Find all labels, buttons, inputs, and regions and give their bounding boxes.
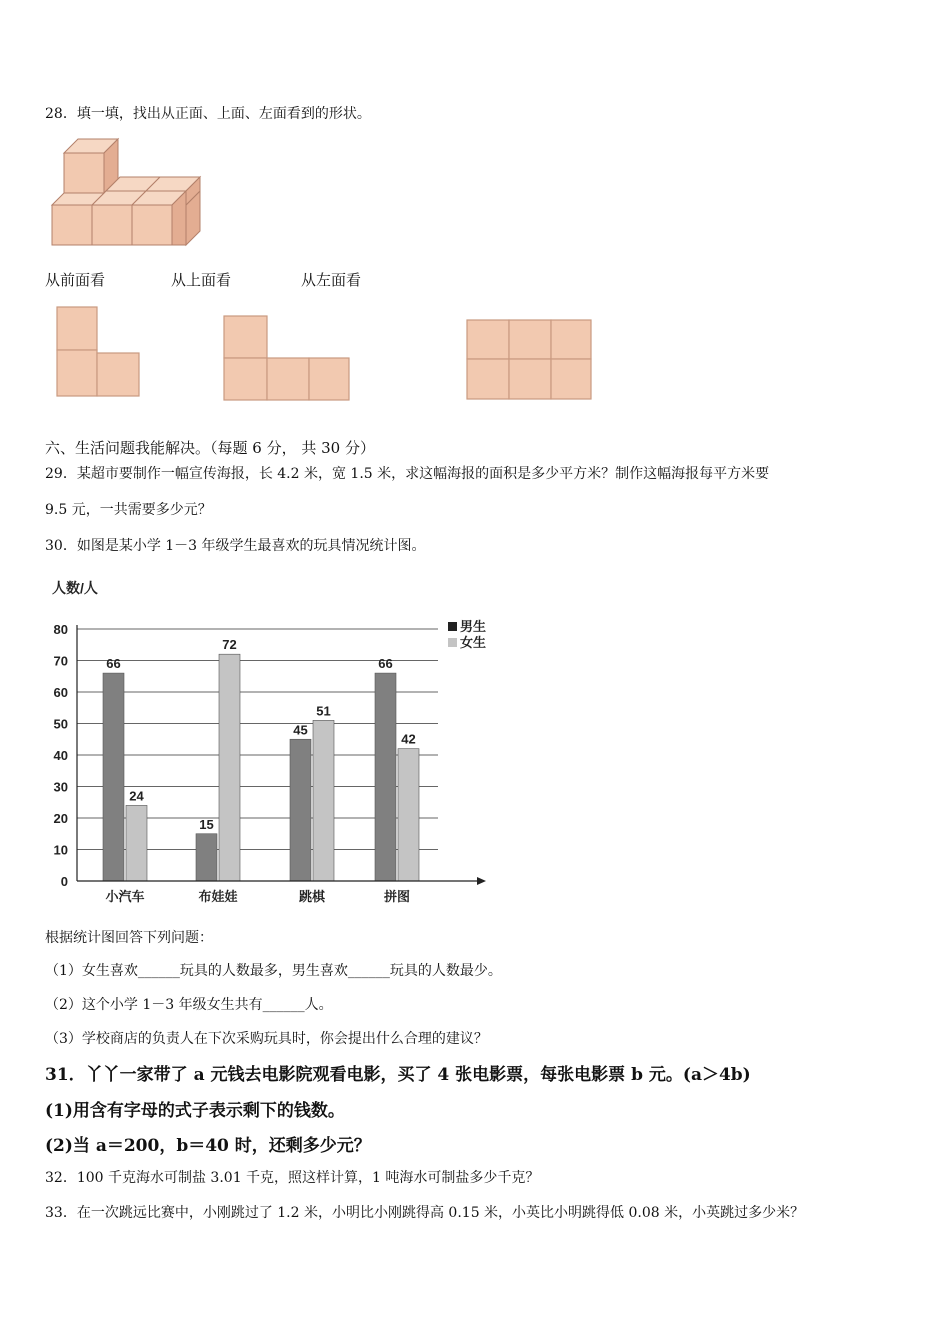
x-tick-label: 拼图	[383, 889, 411, 904]
q30-sub-2: （2）这个小学 1－3 年级女生共有______人。	[45, 997, 333, 1013]
view-label-left: 从左面看	[301, 271, 362, 289]
legend-label-girls: 女生	[460, 635, 487, 650]
toy-preference-chart	[40, 572, 500, 912]
q31-line-2: (1)用含有字母的式子表示剩下的钱数。	[45, 1101, 345, 1121]
bar-girls	[219, 654, 240, 881]
y-tick-label: 80	[53, 622, 68, 637]
bar-data-label: 24	[129, 788, 144, 804]
bar-boys	[375, 673, 396, 881]
bar-data-label: 42	[401, 731, 416, 747]
q32-text: 32．100 千克海水可制盐 3.01 千克，照这样计算，1 吨海水可制盐多少千克？	[45, 1170, 540, 1186]
y-tick-label: 70	[53, 653, 68, 669]
bar-girls	[313, 720, 334, 881]
q31-line-1: 31．丫丫一家带了 a 元钱去电影院观看电影，买了 4 张电影票，每张电影票 b 元。(a＞4b)	[45, 1065, 751, 1085]
x-tick-label: 小汽车	[105, 889, 145, 904]
legend-label-boys: 男生	[460, 619, 487, 634]
y-tick-label: 0	[60, 874, 68, 889]
q28-prompt: 28．填一填，找出从正面、上面、左面看到的形状。	[45, 106, 371, 122]
chart-x-ticks	[105, 889, 410, 904]
top-view-shape	[222, 314, 352, 402]
q29-line-1: 29．某超市要制作一幅宣传海报，长 4.2 米，宽 1.5 米，求这幅海报的面积是多少平方米？制作这幅海报每平方米要	[45, 466, 770, 482]
q31-line-3: (2)当 a＝200，b＝40 时，还剩多少元？	[45, 1136, 371, 1156]
view-label-front: 从前面看	[45, 271, 106, 289]
q28-cube-figure	[48, 133, 208, 248]
q33-text: 33．在一次跳远比赛中，小刚跳过了 1.2 米，小明比小刚跳得高 0.15 米，小英比小明跳得低 0.08 米，小英跳过多少米？	[45, 1205, 805, 1221]
chart-bars	[103, 637, 419, 881]
x-tick-label: 布娃娃	[198, 889, 238, 904]
view-label-top: 从上面看	[171, 271, 232, 289]
section-six-heading: 六、生活问题我能解决。（每题 6 分， 共 30 分）	[45, 439, 375, 457]
y-tick-label: 10	[53, 842, 68, 858]
legend-swatch-girls	[448, 638, 457, 647]
bar-girls	[398, 749, 419, 881]
q29-line-2: 9.5 元，一共需要多少元？	[45, 502, 212, 518]
q30-sub-1: （1）女生喜欢______玩具的人数最多，男生喜欢______玩具的人数最少。	[45, 963, 502, 979]
bar-boys	[196, 834, 217, 881]
x-axis-arrow	[477, 877, 486, 885]
y-tick-label: 50	[53, 716, 68, 732]
bar-data-label: 72	[222, 637, 237, 653]
chart-legend	[448, 619, 486, 650]
x-tick-label: 跳棋	[298, 889, 326, 904]
bar-data-label: 15	[199, 816, 214, 832]
q30-intro: 根据统计图回答下列问题：	[45, 930, 213, 946]
q30-sub-3: （3）学校商店的负责人在下次采购玩具时，你会提出什么合理的建议？	[45, 1031, 488, 1047]
q30-prompt: 30．如图是某小学 1－3 年级学生最喜欢的玩具情况统计图。	[45, 538, 426, 554]
y-tick-label: 60	[53, 685, 68, 700]
bar-data-label: 66	[378, 656, 393, 672]
bar-data-label: 51	[316, 703, 331, 719]
bar-girls	[126, 805, 147, 881]
front-view-shape	[55, 305, 143, 400]
chart-y-axis-label: 人数/人	[52, 580, 98, 596]
y-tick-label: 40	[53, 748, 68, 763]
chart-y-ticks	[54, 622, 68, 889]
bar-boys	[103, 673, 124, 881]
bar-data-label: 66	[106, 656, 121, 672]
y-tick-label: 20	[53, 811, 68, 826]
bar-data-label: 45	[293, 722, 308, 738]
left-view-shape	[465, 318, 595, 402]
legend-swatch-boys	[448, 622, 457, 631]
y-tick-label: 30	[53, 779, 68, 795]
bar-boys	[290, 739, 311, 881]
